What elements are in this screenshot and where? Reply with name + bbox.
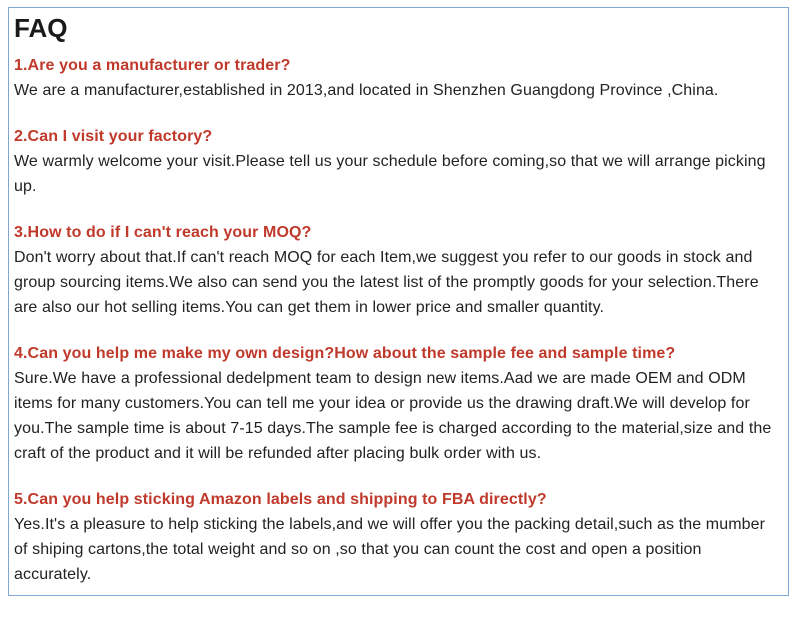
faq-answer: Don't worry about that.If can't reach MOQ for each Item,we suggest you refer to our goods in stock and group sourcing items.We also can send you the latest list of the promptly goods for your selection.There are also our hot selling items.You can get them in lower price and smaller quantity.	[14, 249, 759, 316]
faq-item-3	[14, 220, 782, 320]
faq-question: 4.Can you help me make my own design?How about the sample fee and sample time?	[14, 345, 676, 362]
faq-item-4	[14, 341, 782, 466]
faq-title: FAQ	[14, 13, 68, 43]
faq-question: 1.Are you a manufacturer or trader?	[14, 57, 291, 74]
faq-panel	[8, 7, 789, 596]
faq-answer: Sure.We have a professional dedelpment team to design new items.Aad we are made OEM and ODM items for many customers.You can tell me your idea or provide us the drawing draft.We will develop for you.The sample time is about 7-15 days.The sample fee is charged according to the material,size and the craft of the product and it will be refunded after placing bulk order with us.	[14, 370, 772, 462]
faq-question: 3.How to do if I can't reach your MOQ?	[14, 224, 312, 241]
faq-item-1	[14, 53, 782, 103]
faq-answer: We are a manufacturer,established in 2013,and located in Shenzhen Guangdong Province ,China.	[14, 82, 719, 99]
faq-question: 2.Can I visit your factory?	[14, 128, 213, 145]
faq-question: 5.Can you help sticking Amazon labels and shipping to FBA directly?	[14, 491, 547, 508]
faq-answer: Yes.It's a pleasure to help sticking the labels,and we will offer you the packing detail,such as the mumber of shiping cartons,the total weight and so on ,so that you can count the cost and open a position accurately.	[14, 516, 766, 583]
faq-item-5	[14, 487, 782, 587]
faq-answer: We warmly welcome your visit.Please tell us your schedule before coming,so that we will arrange picking up.	[14, 153, 766, 195]
faq-item-2	[14, 124, 782, 199]
